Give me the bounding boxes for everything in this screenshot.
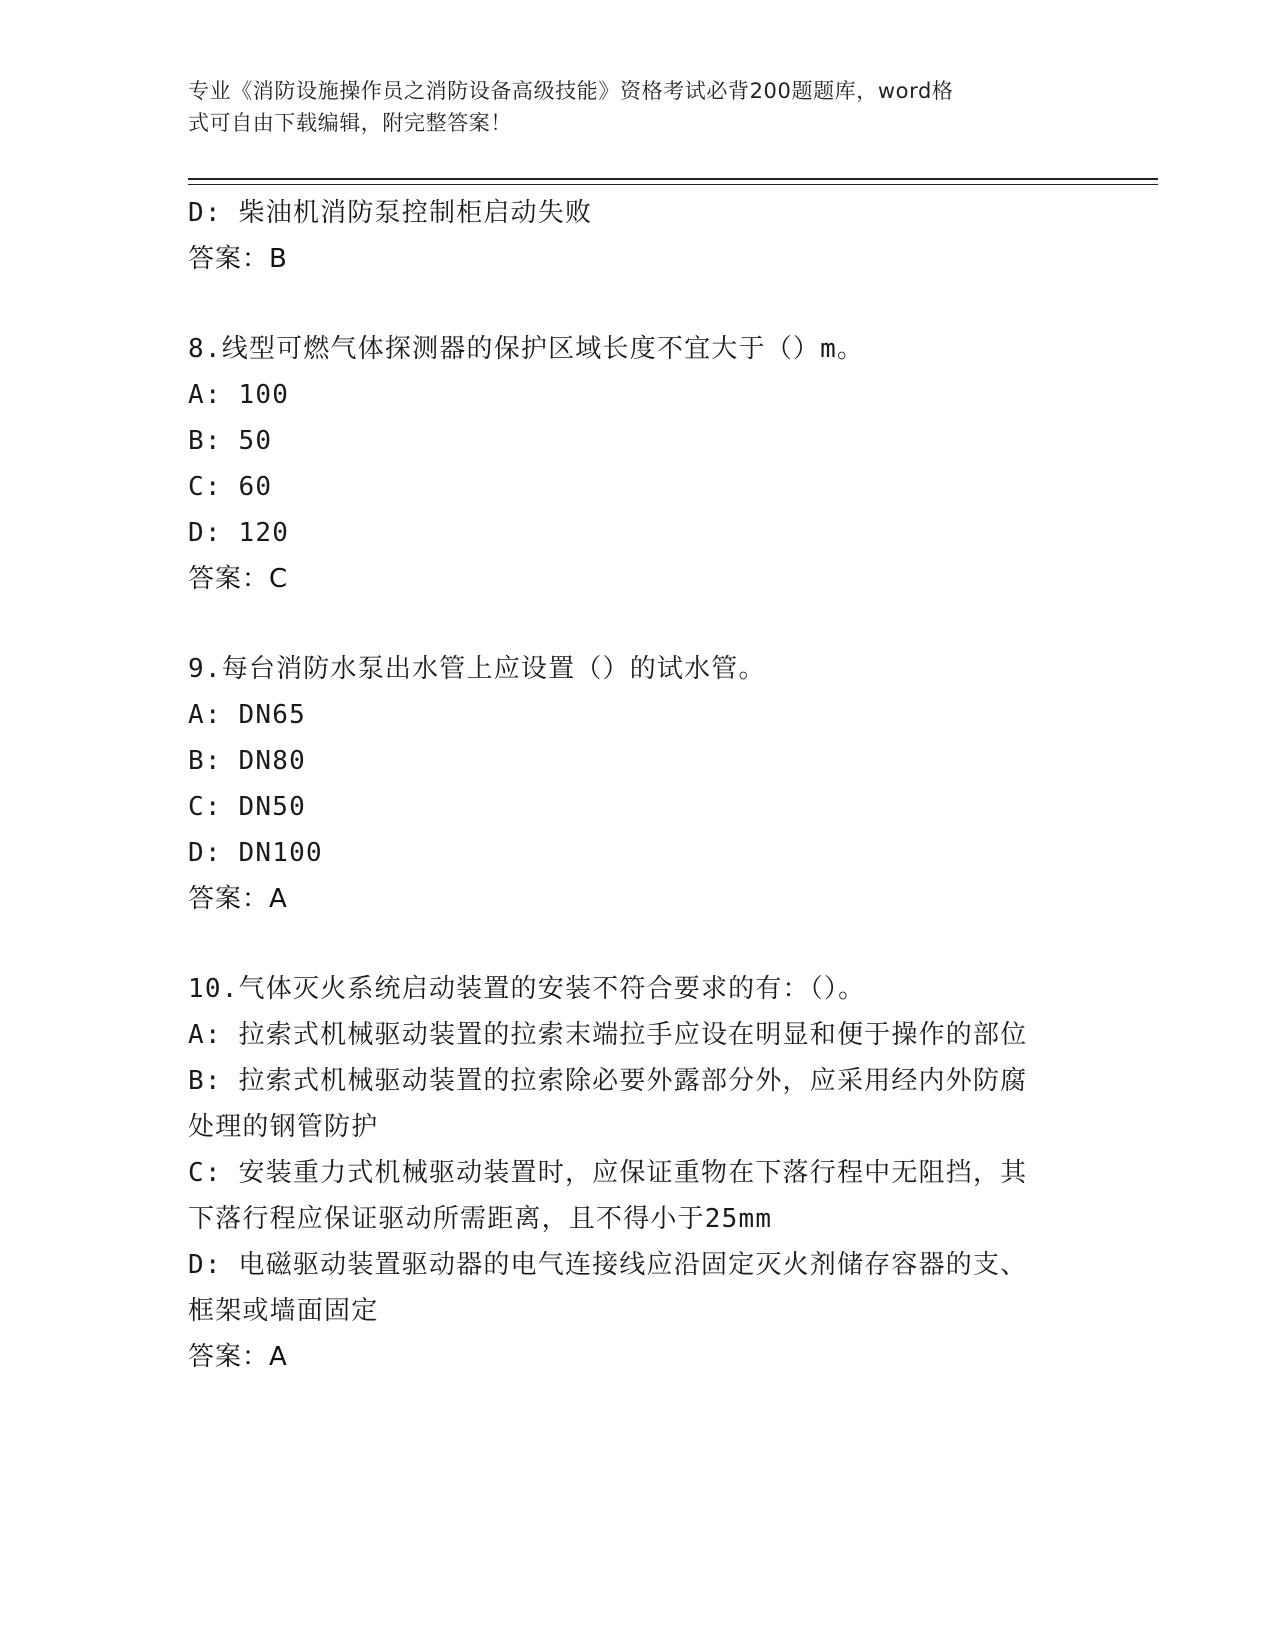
option-c: C: 60 bbox=[188, 472, 273, 502]
spacer bbox=[188, 922, 1088, 966]
option-d: D: 柴油机消防泵控制柜启动失败 bbox=[188, 198, 593, 228]
header-divider-thin bbox=[188, 184, 1158, 185]
option-d-continued: 框架或墙面固定 bbox=[188, 1296, 379, 1326]
question-block-8 bbox=[188, 326, 1088, 602]
option-c: C: DN50 bbox=[188, 792, 306, 822]
option-c: C: 安装重力式机械驱动装置时，应保证重物在下落行程中无阻挡，其 bbox=[188, 1158, 1028, 1188]
question-text: 10.气体灭火系统启动装置的安装不符合要求的有：（）。 bbox=[188, 974, 866, 1004]
header-line-2: 式可自由下载编辑，附完整答案！ bbox=[188, 111, 512, 135]
answer-line: 答案：A bbox=[188, 1342, 288, 1372]
option-d: D: 电磁驱动装置驱动器的电气连接线应沿固定灭火剂储存容器的支、 bbox=[188, 1250, 1028, 1280]
option-b: B: 拉索式机械驱动装置的拉索除必要外露部分外，应采用经内外防腐 bbox=[188, 1066, 1028, 1096]
question-text: 9.每台消防水泵出水管上应设置（）的试水管。 bbox=[188, 654, 766, 684]
spacer bbox=[188, 602, 1088, 646]
question-list bbox=[188, 190, 1088, 1380]
option-d: D: DN100 bbox=[188, 838, 323, 868]
option-a: A: 100 bbox=[188, 380, 290, 410]
document-header bbox=[188, 75, 1068, 139]
header-divider-thick bbox=[188, 178, 1158, 180]
answer-line: 答案：B bbox=[188, 244, 288, 274]
question-block-10 bbox=[188, 966, 1088, 1380]
question-block-9 bbox=[188, 646, 1088, 922]
spacer bbox=[188, 282, 1088, 326]
answer-line: 答案：C bbox=[188, 564, 289, 594]
option-a: A: DN65 bbox=[188, 700, 306, 730]
option-a: A: 拉索式机械驱动装置的拉索末端拉手应设在明显和便于操作的部位 bbox=[188, 1020, 1028, 1050]
header-line-1: 专业《消防设施操作员之消防设备高级技能》资格考试必背200题题库，word格 bbox=[188, 79, 954, 103]
option-b-continued: 处理的钢管防护 bbox=[188, 1112, 379, 1142]
question-text: 8.线型可燃气体探测器的保护区域长度不宜大于（）m。 bbox=[188, 334, 865, 364]
answer-line: 答案：A bbox=[188, 884, 288, 914]
option-c-continued: 下落行程应保证驱动所需距离，且不得小于25mm bbox=[188, 1204, 773, 1234]
option-b: B: DN80 bbox=[188, 746, 306, 776]
option-b: B: 50 bbox=[188, 426, 273, 456]
option-d: D: 120 bbox=[188, 518, 290, 548]
question-block-7 bbox=[188, 190, 1088, 282]
